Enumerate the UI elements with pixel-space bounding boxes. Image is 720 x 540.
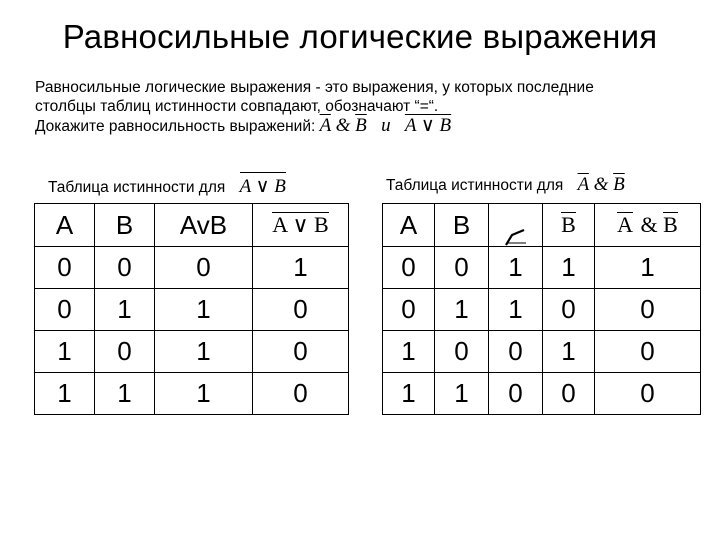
- table2-header-not-b-text: B: [561, 212, 576, 237]
- table2-cell: 1: [383, 331, 435, 373]
- table2-cell: 1: [489, 247, 543, 289]
- table1-header-row: [35, 204, 349, 247]
- table2-cell: 1: [489, 289, 543, 331]
- table1-cell: 0: [253, 289, 349, 331]
- table-row: [35, 373, 349, 415]
- table2-caption-expression: $\overline{A}$ & $\overline{B}$: [577, 174, 625, 195]
- table1-cell: 1: [155, 331, 253, 373]
- truth-table-1: [34, 203, 349, 415]
- table2-cell: 1: [543, 331, 595, 373]
- table-row: [383, 247, 701, 289]
- table2-cell: 1: [435, 373, 489, 415]
- expression-not-a-and-not-b: $\overline{A}$ & $\overline{B}$: [319, 115, 367, 136]
- table2-cell: 0: [383, 247, 435, 289]
- table1-cell: 1: [35, 373, 95, 415]
- table1-header-not-a-or-b: [253, 204, 349, 247]
- table2-cell: 0: [435, 247, 489, 289]
- checkmark-icon: [504, 217, 528, 237]
- table2-cell: 0: [543, 373, 595, 415]
- table2-cell: 1: [435, 289, 489, 331]
- table2-cell: 0: [435, 331, 489, 373]
- table1-cell: 0: [253, 373, 349, 415]
- table2-cell: 0: [543, 289, 595, 331]
- table1-cell: 1: [253, 247, 349, 289]
- table2-header-not-b: [543, 204, 595, 247]
- table2-caption-text: Таблица истинности для: [386, 177, 564, 194]
- table2-header-b: B: [435, 204, 489, 247]
- table2-header-not-a-and-not-b: A & B: [595, 204, 701, 247]
- intro-text: [35, 78, 705, 136]
- table1-caption-expression: A ∨ B: [240, 172, 286, 198]
- table1-header-a-or-b: AvB: [155, 204, 253, 247]
- table2-cell: 0: [489, 373, 543, 415]
- table1-cell: 0: [35, 289, 95, 331]
- table2-cell: 1: [595, 247, 701, 289]
- table-row: [383, 289, 701, 331]
- table1-cell: 1: [35, 331, 95, 373]
- table2-cell: 1: [543, 247, 595, 289]
- table1-cell: 0: [95, 247, 155, 289]
- expression-not-a-or-b: A ∨ B: [404, 115, 452, 136]
- table1-header-not-a-or-b-text: A ∨ B: [272, 212, 329, 237]
- table2-cell: 0: [595, 331, 701, 373]
- table-row: [35, 247, 349, 289]
- table-row: [383, 373, 701, 415]
- table1-cell: 0: [253, 331, 349, 373]
- table2-cell: 0: [383, 289, 435, 331]
- table-row: [383, 331, 701, 373]
- table2-header-row: [383, 204, 701, 247]
- table1-cell: 0: [95, 331, 155, 373]
- table1-cell: 1: [155, 289, 253, 331]
- truth-table-2: [382, 203, 701, 415]
- table-row: [35, 331, 349, 373]
- table1-cell: 0: [155, 247, 253, 289]
- table1-cell: 1: [155, 373, 253, 415]
- table1-cell: 1: [95, 289, 155, 331]
- table2-cell: 0: [595, 373, 701, 415]
- conjunction-word: и: [381, 115, 391, 136]
- intro-line-2: столбцы таблиц истинности совпадают, обозначают “=“.: [35, 98, 439, 115]
- table2-cell: 0: [595, 289, 701, 331]
- table1-caption-text: Таблица истинности для: [48, 179, 226, 196]
- table1-caption: [48, 172, 286, 198]
- table2-header-a: A: [383, 204, 435, 247]
- intro-task: Докажите равносильность выражений:: [35, 118, 316, 135]
- intro-line-1: Равносильные логические выражения - это выражения, у которых последние: [35, 79, 594, 96]
- table1-header-b: B: [95, 204, 155, 247]
- table1-cell: 1: [95, 373, 155, 415]
- table2-header-not-a: [489, 204, 543, 247]
- page-title: Равносильные логические выражения: [62, 18, 658, 55]
- table2-cell: 1: [383, 373, 435, 415]
- table2-cell: 0: [489, 331, 543, 373]
- table1-header-a: A: [35, 204, 95, 247]
- table1-cell: 0: [35, 247, 95, 289]
- intro-line-3: [35, 116, 705, 136]
- table2-caption: [386, 174, 625, 196]
- table-row: [35, 289, 349, 331]
